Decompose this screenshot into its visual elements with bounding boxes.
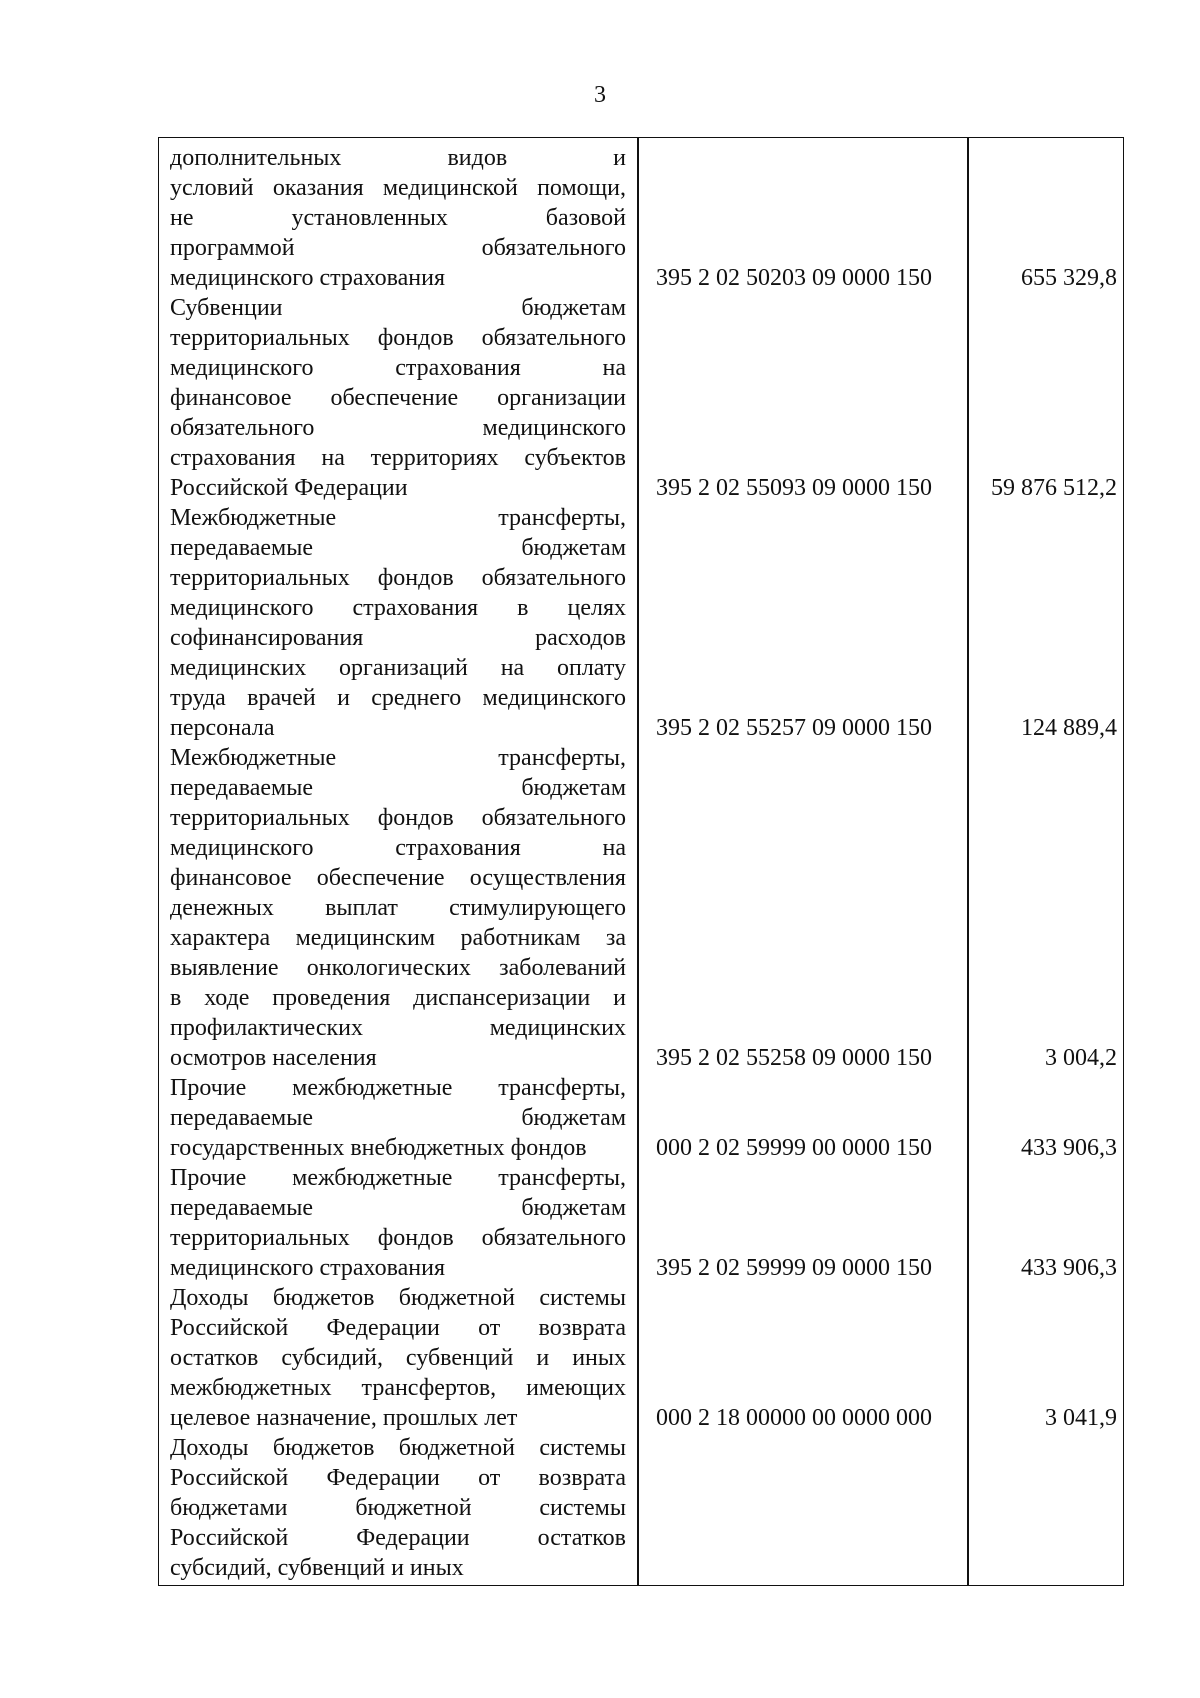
- word: бюджетов: [272, 1435, 375, 1461]
- word: врачей: [247, 685, 316, 711]
- description-line: [170, 203, 626, 233]
- column-divider: [637, 138, 639, 1585]
- word: фондов: [377, 805, 454, 831]
- description-line: [170, 293, 626, 323]
- word: медицинской: [382, 175, 518, 201]
- word: трансфертов,: [361, 1375, 497, 1401]
- word: организаций: [339, 655, 468, 681]
- word: труда: [170, 685, 226, 711]
- word: на: [500, 655, 525, 681]
- word: и: [613, 145, 626, 171]
- word: страхования: [395, 355, 521, 381]
- word: Межбюджетные: [170, 505, 337, 531]
- description-line: государственных внебюджетных фондов: [170, 1135, 587, 1161]
- word: системы: [539, 1285, 626, 1311]
- word: медицинского: [482, 685, 626, 711]
- word: территориальных: [170, 1225, 350, 1251]
- word: медицинского: [170, 835, 314, 861]
- description-line: [170, 1463, 626, 1493]
- description-line: [170, 1103, 626, 1133]
- word: обязательного: [481, 1225, 626, 1251]
- description-line: [170, 443, 626, 473]
- description-column: [170, 143, 626, 1583]
- word: субвенций: [405, 1345, 514, 1371]
- description-line: [170, 173, 626, 203]
- amount-value: 655 329,8: [1021, 265, 1117, 291]
- description-line: [170, 863, 626, 893]
- word: иных: [572, 1345, 626, 1371]
- description-line: медицинского страхования: [170, 1255, 446, 1281]
- description-line: [170, 983, 626, 1013]
- word: базовой: [545, 205, 626, 231]
- word: имеющих: [526, 1375, 626, 1401]
- page-number: 3: [594, 82, 606, 108]
- word: остатков: [537, 1525, 626, 1551]
- word: заболеваний: [499, 955, 626, 981]
- word: целях: [567, 595, 626, 621]
- word: передаваемые: [170, 1195, 313, 1221]
- word: проведения: [272, 985, 391, 1011]
- word: на: [321, 445, 345, 471]
- word: бюджетной: [355, 1495, 472, 1521]
- word: бюджетам: [521, 775, 626, 801]
- description-line: субсидий, субвенций и иных: [170, 1555, 464, 1581]
- word: субъектов: [524, 445, 626, 471]
- word: оказания: [272, 175, 364, 201]
- word: обязательного: [481, 235, 626, 261]
- word: бюджетам: [521, 1105, 626, 1131]
- word: в: [170, 985, 182, 1011]
- word: расходов: [535, 625, 626, 651]
- description-line: [170, 743, 626, 773]
- word: трансферты,: [498, 505, 626, 531]
- word: и: [536, 1345, 550, 1371]
- description-line: осмотров населения: [170, 1045, 377, 1071]
- description-line: [170, 1013, 626, 1043]
- word: бюджетам: [521, 1195, 626, 1221]
- amount-value: 3 041,9: [1045, 1405, 1117, 1431]
- word: Федерации: [356, 1525, 470, 1551]
- word: видов: [447, 145, 508, 171]
- word: медицинским: [295, 925, 436, 951]
- word: межбюджетные: [292, 1165, 453, 1191]
- word: работникам: [460, 925, 581, 951]
- amount-value: 433 906,3: [1021, 1135, 1117, 1161]
- description-line: [170, 1313, 626, 1343]
- budget-code: 395 2 02 50203 09 0000 150: [656, 265, 932, 291]
- word: обязательного: [481, 325, 626, 351]
- word: трансферты,: [498, 745, 626, 771]
- description-line: [170, 323, 626, 353]
- word: онкологических: [306, 955, 471, 981]
- budget-code: 000 2 18 00000 00 0000 000: [656, 1405, 932, 1431]
- budget-code: 000 2 02 59999 00 0000 150: [656, 1135, 932, 1161]
- word: Федерации: [326, 1465, 440, 1491]
- word: условий: [170, 175, 254, 201]
- description-line: [170, 383, 626, 413]
- description-line: [170, 233, 626, 263]
- amount-value: 433 906,3: [1021, 1255, 1117, 1281]
- description-line: [170, 653, 626, 683]
- description-line: [170, 833, 626, 863]
- word: остатков: [170, 1345, 259, 1371]
- description-line: [170, 923, 626, 953]
- word: выявление: [170, 955, 279, 981]
- word: Доходы: [170, 1435, 249, 1461]
- word: бюджетам: [521, 535, 626, 561]
- description-line: [170, 143, 626, 173]
- word: программой: [170, 235, 295, 261]
- word: софинансирования: [170, 625, 364, 651]
- word: бюджетной: [398, 1285, 516, 1311]
- word: Прочие: [170, 1165, 247, 1191]
- description-line: [170, 1163, 626, 1193]
- word: бюджетов: [272, 1285, 375, 1311]
- word: фондов: [377, 565, 454, 591]
- word: в: [517, 595, 529, 621]
- word: обязательного: [481, 805, 626, 831]
- word: медицинских: [170, 655, 307, 681]
- word: возврата: [538, 1315, 626, 1341]
- description-line: [170, 1373, 626, 1403]
- word: осуществления: [469, 865, 626, 891]
- word: страхования: [352, 595, 479, 621]
- description-line: [170, 593, 626, 623]
- word: медицинского: [170, 355, 314, 381]
- word: Российской: [170, 1525, 289, 1551]
- word: профилактических: [170, 1015, 364, 1041]
- budget-code: 395 2 02 59999 09 0000 150: [656, 1255, 932, 1281]
- word: обязательного: [481, 565, 626, 591]
- word: среднего: [371, 685, 462, 711]
- description-line: медицинского страхования: [170, 265, 446, 291]
- word: передаваемые: [170, 535, 313, 561]
- word: Субвенции: [170, 295, 283, 321]
- word: установленных: [291, 205, 448, 231]
- word: возврата: [538, 1465, 626, 1491]
- description-line: [170, 563, 626, 593]
- word: характера: [170, 925, 271, 951]
- amount-value: 3 004,2: [1045, 1045, 1117, 1071]
- column-divider: [967, 138, 969, 1585]
- word: на: [602, 835, 626, 861]
- description-line: [170, 1343, 626, 1373]
- description-line: персонала: [170, 715, 275, 741]
- word: финансовое: [170, 865, 292, 891]
- amount-value: 124 889,4: [1021, 715, 1117, 741]
- word: стимулирующего: [449, 895, 626, 921]
- word: территориальных: [170, 805, 350, 831]
- word: дополнительных: [170, 145, 342, 171]
- description-line: [170, 803, 626, 833]
- description-line: [170, 1073, 626, 1103]
- word: фондов: [377, 1225, 454, 1251]
- budget-code: 395 2 02 55258 09 0000 150: [656, 1045, 932, 1071]
- description-line: Российской Федерации: [170, 475, 408, 501]
- word: межбюджетных: [170, 1375, 332, 1401]
- word: территориальных: [170, 325, 350, 351]
- description-line: [170, 1193, 626, 1223]
- amount-value: 59 876 512,2: [991, 475, 1117, 501]
- word: ходе: [204, 985, 250, 1011]
- word: бюджетами: [170, 1495, 288, 1521]
- word: страхования: [395, 835, 521, 861]
- word: денежных: [170, 895, 274, 921]
- word: организации: [497, 385, 626, 411]
- word: Российской: [170, 1315, 289, 1341]
- word: медицинского: [482, 415, 626, 441]
- word: не: [170, 205, 194, 231]
- word: Российской: [170, 1465, 289, 1491]
- description-line: [170, 893, 626, 923]
- budget-code: 395 2 02 55093 09 0000 150: [656, 475, 932, 501]
- description-line: [170, 353, 626, 383]
- word: территориальных: [170, 565, 350, 591]
- budget-table: [158, 137, 1124, 1586]
- word: передаваемые: [170, 775, 313, 801]
- word: обязательного: [170, 415, 315, 441]
- word: оплату: [556, 655, 626, 681]
- word: обеспечение: [330, 385, 459, 411]
- word: и: [613, 985, 626, 1011]
- word: системы: [539, 1495, 626, 1521]
- word: от: [478, 1315, 501, 1341]
- description-line: [170, 533, 626, 563]
- word: бюджетам: [521, 295, 626, 321]
- word: территориях: [370, 445, 499, 471]
- description-line: [170, 623, 626, 653]
- word: обеспечение: [316, 865, 445, 891]
- description-line: [170, 413, 626, 443]
- description-line: [170, 1283, 626, 1313]
- word: Доходы: [170, 1285, 249, 1311]
- word: финансовое: [170, 385, 292, 411]
- word: Федерации: [326, 1315, 440, 1341]
- description-line: целевое назначение, прошлых лет: [170, 1405, 518, 1431]
- word: Межбюджетные: [170, 745, 337, 771]
- word: трансферты,: [498, 1075, 626, 1101]
- word: передаваемые: [170, 1105, 313, 1131]
- description-line: [170, 953, 626, 983]
- word: и: [337, 685, 350, 711]
- description-line: [170, 1223, 626, 1253]
- description-line: [170, 503, 626, 533]
- word: системы: [539, 1435, 626, 1461]
- word: трансферты,: [498, 1165, 626, 1191]
- budget-code: 395 2 02 55257 09 0000 150: [656, 715, 932, 741]
- word: на: [602, 355, 626, 381]
- word: медицинского: [170, 595, 314, 621]
- description-line: [170, 773, 626, 803]
- word: помощи,: [537, 175, 626, 201]
- description-line: [170, 1523, 626, 1553]
- word: Прочие: [170, 1075, 247, 1101]
- description-line: [170, 1433, 626, 1463]
- word: бюджетной: [398, 1435, 516, 1461]
- word: фондов: [377, 325, 454, 351]
- description-line: [170, 683, 626, 713]
- word: выплат: [325, 895, 398, 921]
- word: медицинских: [489, 1015, 626, 1041]
- word: страхования: [170, 445, 296, 471]
- word: диспансеризации: [413, 985, 591, 1011]
- word: за: [605, 925, 626, 951]
- description-line: [170, 1493, 626, 1523]
- word: субсидий,: [281, 1345, 383, 1371]
- word: межбюджетные: [292, 1075, 453, 1101]
- word: от: [478, 1465, 501, 1491]
